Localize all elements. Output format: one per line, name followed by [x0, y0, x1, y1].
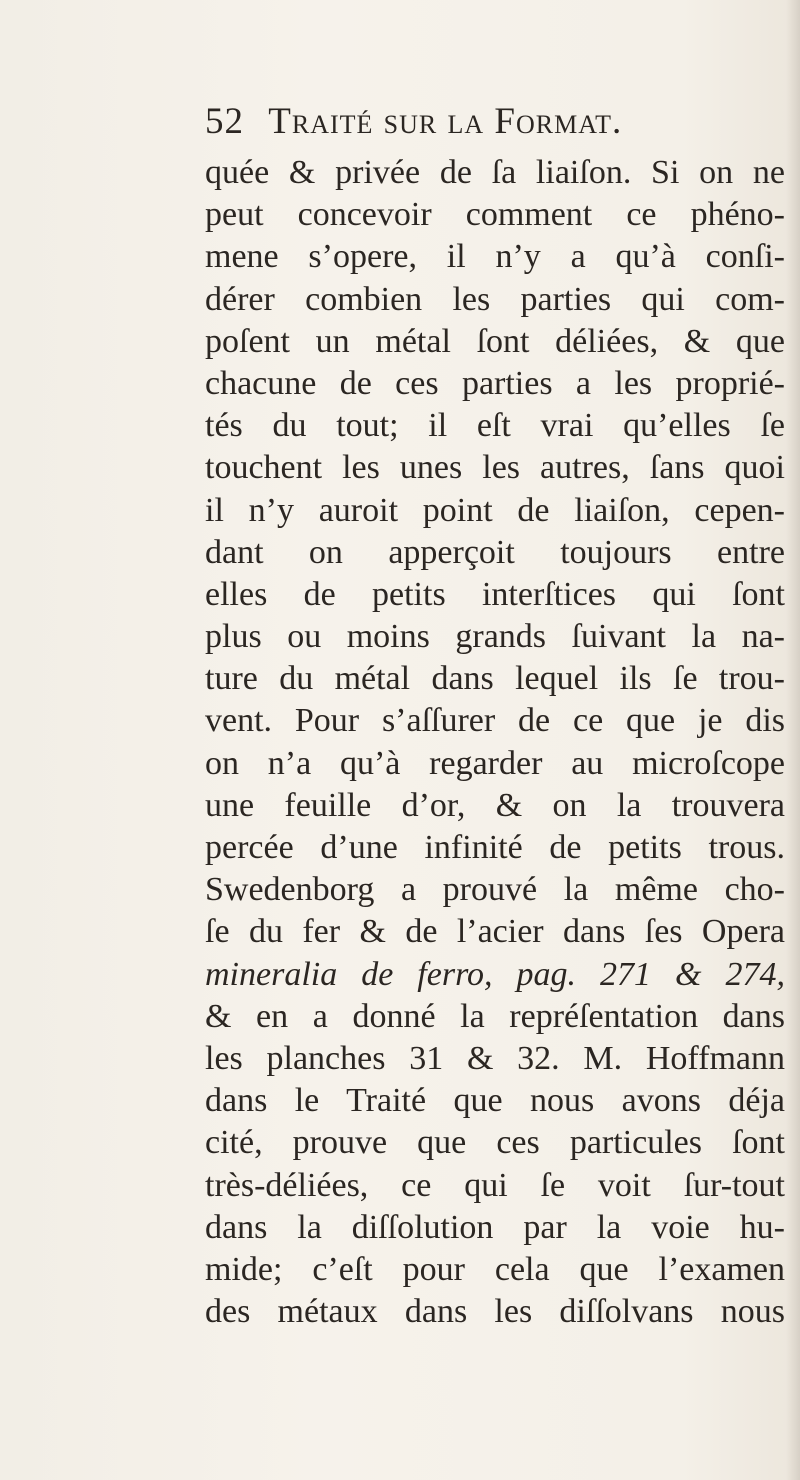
- text-line: les planches 31 & 32. M. Hoffmann: [205, 1039, 785, 1077]
- page-header: [205, 100, 745, 150]
- text-line: des métaux dans les diſſolvans nous: [205, 1293, 785, 1331]
- text-line: dant on apperçoit toujours entre: [205, 533, 785, 571]
- running-title: Traité sur la Format.: [268, 101, 623, 142]
- text-line: ſe du fer & de l’acier dans ſes Opera: [205, 913, 785, 951]
- page-edge-shadow: [786, 0, 800, 1480]
- text-line: percée d’une infinité de petits trous.: [205, 829, 785, 866]
- text-line: mene s’opere, il n’y a qu’à conſi-: [205, 238, 785, 276]
- text-line: quée & privée de ſa liaiſon. Si on ne: [205, 154, 785, 191]
- text-line: cité, prouve que ces particules ſont: [205, 1124, 785, 1162]
- text-line: tés du tout; il eſt vrai qu’elles ſe: [205, 407, 785, 445]
- text-line: mineralia de ferro, pag. 271 & 274,: [205, 955, 785, 993]
- text-line: ture du métal dans lequel ils ſe trou-: [205, 660, 785, 698]
- text-line: Swedenborg a prouvé la même cho-: [205, 871, 785, 909]
- text-line: on n’a qu’à regarder au microſcope: [205, 744, 785, 782]
- text-line: dans la diſſolution par la voie hu-: [205, 1208, 785, 1246]
- text-line: mide; c’eſt pour cela que l’examen: [205, 1250, 785, 1288]
- text-line: plus ou moins grands ſuivant la na-: [205, 618, 785, 656]
- text-line: dérer combien les parties qui com-: [205, 280, 785, 318]
- text-line: vent. Pour s’aſſurer de ce que je dis: [205, 702, 785, 740]
- text-line: & en a donné la repréſentation dans: [205, 997, 785, 1035]
- text-line: chacune de ces parties a les proprié-: [205, 364, 785, 402]
- text-line: elles de petits interſtices qui ſont: [205, 575, 785, 613]
- body-text: [205, 152, 785, 1333]
- text-line: peut concevoir comment ce phéno-: [205, 196, 785, 234]
- text-line: touchent les unes les autres, ſans quoi: [205, 449, 785, 487]
- page-number: 52: [205, 101, 244, 142]
- text-line: une feuille d’or, & on la trouvera: [205, 786, 785, 824]
- text-line: dans le Traité que nous avons déja: [205, 1082, 785, 1120]
- text-line: il n’y auroit point de liaiſon, cepen-: [205, 491, 785, 529]
- text-line: poſent un métal ſont déliées, & que: [205, 322, 785, 360]
- text-line: très-déliées, ce qui ſe voit ſur-tout: [205, 1166, 785, 1204]
